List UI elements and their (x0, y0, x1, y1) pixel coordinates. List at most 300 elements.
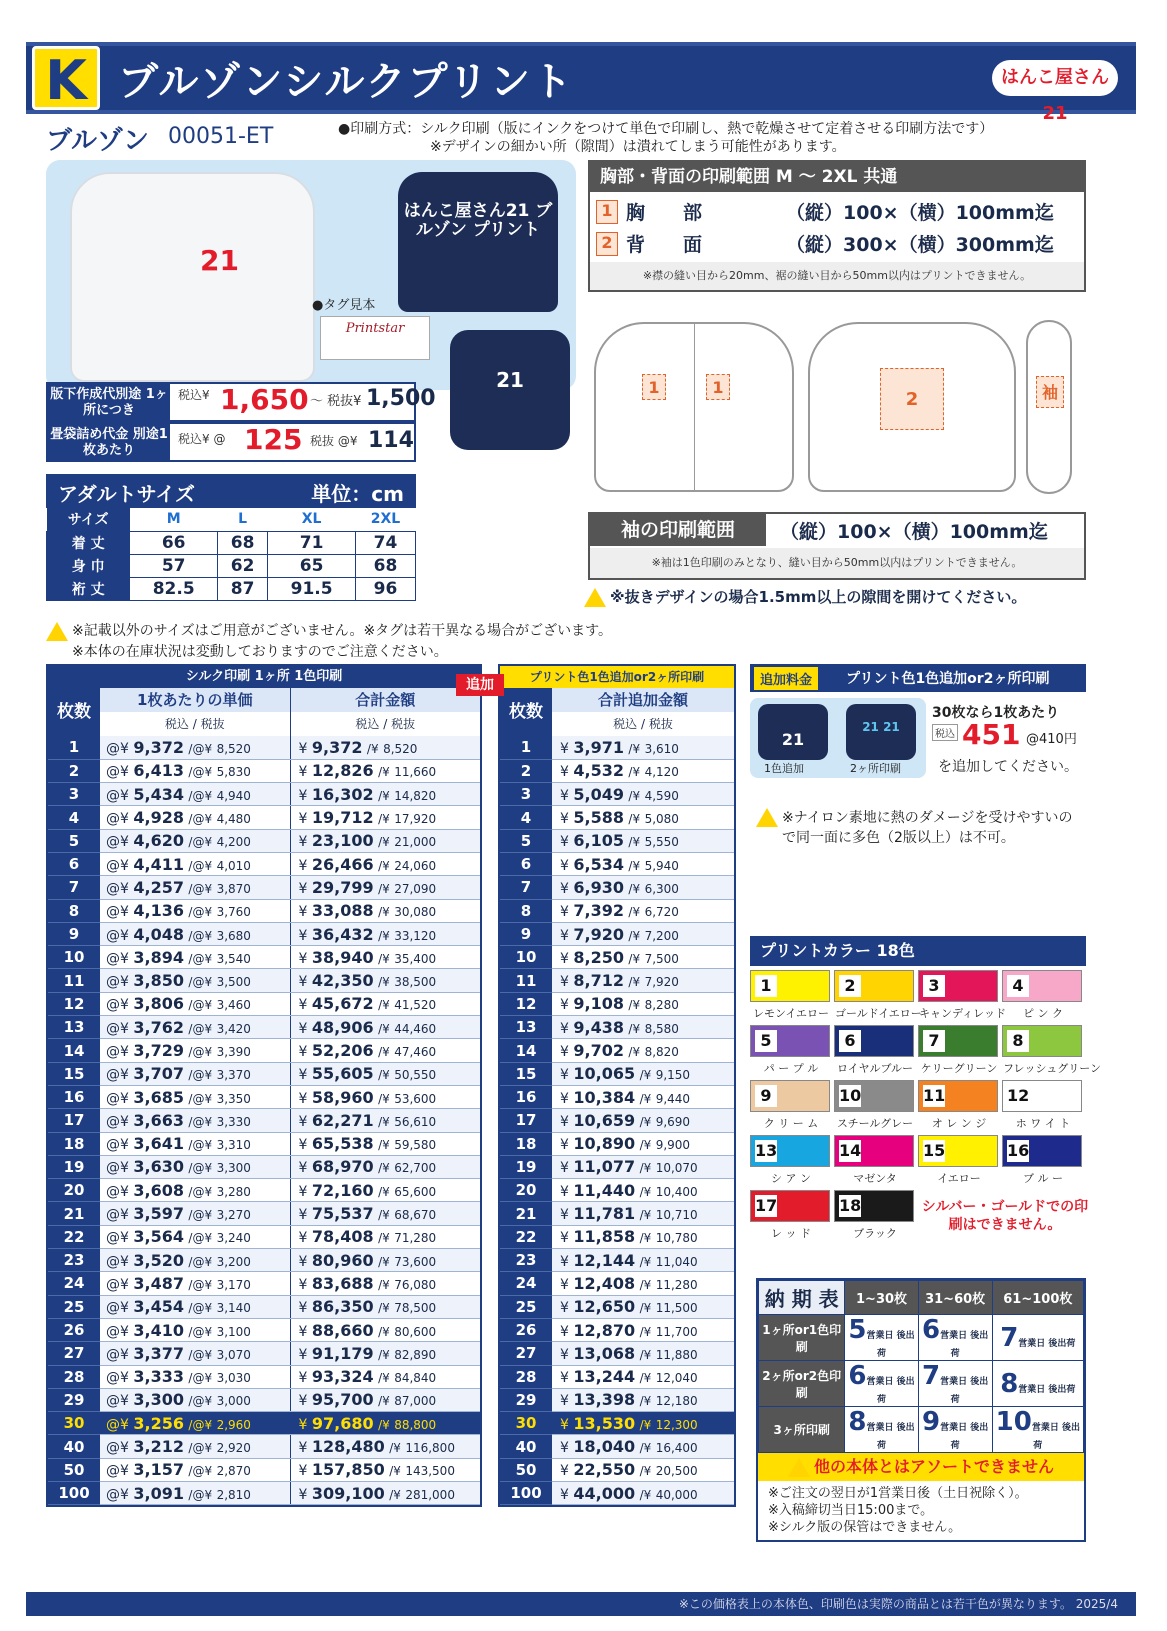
qty-cell: 17 (500, 1109, 552, 1132)
total-price-exc: 35,400 (394, 951, 437, 966)
qty-cell: 2 (48, 759, 100, 782)
table1-row (48, 1412, 480, 1435)
total-price-inc: 65,538 (311, 1134, 374, 1154)
diagram-zone-sleeve: 袖 (1036, 376, 1064, 408)
total-price-cell: ¥ 45,672 /¥ 41,520 (290, 992, 480, 1015)
table1-row (48, 1109, 480, 1132)
swatch-number: 16 (1007, 1141, 1030, 1160)
delivery-row-label: 3ヶ所印刷 (759, 1407, 845, 1453)
total-price-inc: 88,660 (311, 1320, 374, 1340)
bag-fee-inc: 125 (244, 423, 303, 456)
unit-price-exc: 4,200 (216, 835, 251, 850)
sleeve-diagram (1026, 320, 1072, 494)
extra-total-cell: ¥ 13,398 /¥ 12,180 (552, 1388, 734, 1411)
extra-total-cell: ¥ 5,588 /¥ 5,080 (552, 806, 734, 829)
unit-price-cell: @¥ 3,663 /@¥ 3,330 (100, 1109, 290, 1132)
unit-price-cell: @¥ 3,850 /@¥ 3,500 (100, 969, 290, 992)
unit-price-inc: 4,620 (133, 831, 184, 851)
extra-total-exc: 4,120 (644, 765, 679, 780)
total-price-cell: ¥ 9,372 /¥ 8,520 (290, 736, 480, 759)
extra-total-inc: 9,438 (573, 1017, 624, 1037)
extra-total-exc: 9,900 (655, 1138, 691, 1153)
extra-total-cell: ¥ 44,000 /¥ 40,000 (552, 1482, 734, 1505)
table2-row (500, 876, 734, 899)
unit-price-cell: @¥ 3,597 /@¥ 3,270 (100, 1202, 290, 1225)
unit-price-inc: 3,663 (133, 1110, 184, 1130)
extra-total-inc: 7,920 (573, 924, 624, 944)
unit-price-exc: 3,540 (216, 951, 251, 966)
unit-price-cell: @¥ 3,300 /@¥ 3,000 (100, 1388, 290, 1411)
unit-price-inc: 3,454 (133, 1297, 184, 1317)
unit-price-exc: 3,760 (216, 905, 251, 920)
extra-total-inc: 22,550 (573, 1460, 636, 1480)
qty-cell: 100 (500, 1482, 552, 1505)
extra-total-inc: 11,440 (573, 1180, 636, 1200)
table1-row (48, 736, 480, 759)
total-price-exc: 14,820 (394, 788, 437, 803)
qty-cell: 2 (500, 759, 552, 782)
swatch-number: 14 (839, 1141, 862, 1160)
color-swatch (750, 1080, 830, 1130)
unit-price-exc: 2,870 (216, 1464, 251, 1479)
unit-price-cell: @¥ 3,212 /@¥ 2,920 (100, 1435, 290, 1458)
total-price-cell: ¥ 157,850 /¥ 143,500 (290, 1458, 480, 1481)
delivery-table (758, 1280, 1084, 1453)
extra-total-exc: 3,610 (644, 741, 679, 756)
total-price-exc: 73,600 (394, 1254, 437, 1269)
size-table-header (46, 474, 416, 508)
table2-row (500, 1249, 734, 1272)
size-cell: 87 (217, 577, 267, 600)
unit-price-inc: 3,597 (133, 1204, 184, 1224)
table2-row (500, 1179, 734, 1202)
extra-total-inc: 4,532 (573, 761, 624, 781)
area-name-chest: 胸 部 (626, 202, 703, 224)
extra-line-3: を追加してください。 (938, 759, 1078, 775)
total-price-cell: ¥ 16,302 /¥ 14,820 (290, 783, 480, 806)
assort-warning (758, 1453, 1084, 1481)
unit-price-inc: 3,707 (133, 1064, 184, 1084)
bag-fee-exc: 114 (368, 428, 414, 453)
qty-cell: 1 (500, 736, 552, 759)
unit-price-cell: @¥ 4,257 /@¥ 3,870 (100, 876, 290, 899)
color-swatch (918, 1025, 998, 1075)
extra-total-inc: 13,244 (573, 1367, 636, 1387)
swatch-number: 18 (839, 1196, 862, 1215)
qty-cell: 6 (500, 852, 552, 875)
total-price-exc: 50,550 (394, 1068, 437, 1083)
total-price-inc: 42,350 (311, 971, 374, 991)
total-price-cell: ¥ 23,100 /¥ 21,000 (290, 829, 480, 852)
total-price-cell: ¥ 36,432 /¥ 33,120 (290, 922, 480, 945)
total-price-exc: 21,000 (394, 835, 437, 850)
total-price-inc: 19,712 (311, 808, 374, 828)
swatch-number: 2 (839, 975, 861, 997)
extra-total-exc: 9,150 (655, 1068, 691, 1083)
table2-row (500, 1155, 734, 1178)
note-line-1: ※記載以外のサイズはご用意がございません。※タグは若干異なる場合がございます。 (72, 623, 613, 639)
table2-tax-label: 税込 / 税抜 (613, 717, 673, 731)
total-price-inc: 91,179 (311, 1343, 374, 1363)
unit-price-cell: @¥ 3,894 /@¥ 3,540 (100, 946, 290, 969)
table2-row (500, 1272, 734, 1295)
total-price-inc: 9,372 (311, 737, 363, 757)
total-price-exc: 41,520 (394, 998, 437, 1013)
unit-price-exc: 3,390 (216, 1045, 251, 1059)
extra-total-cell: ¥ 3,971 /¥ 3,610 (552, 736, 734, 759)
swatch-name: ク リ ー ム (763, 1117, 819, 1130)
note-line-2: ※本体の在庫状況は変動しておりますのでご注意ください。 (72, 643, 448, 660)
extra-total-inc: 11,858 (573, 1227, 636, 1247)
extra-total-inc: 12,650 (573, 1297, 636, 1317)
qty-cell: 21 (500, 1202, 552, 1225)
table2-row (500, 1388, 734, 1411)
extra-total-cell: ¥ 7,392 /¥ 6,720 (552, 899, 734, 922)
unit-price-inc: 3,564 (133, 1227, 184, 1247)
table2-row (500, 1085, 734, 1108)
qty-cell: 50 (500, 1458, 552, 1481)
extra-total-cell: ¥ 10,659 /¥ 9,690 (552, 1109, 734, 1132)
swatch-name: レ ッ ド (771, 1227, 811, 1240)
total-price-exc: 80,600 (394, 1324, 437, 1339)
total-price-cell: ¥ 128,480 /¥ 116,800 (290, 1435, 480, 1458)
unit-price-inc: 4,048 (133, 924, 184, 944)
extra-total-exc: 6,720 (644, 905, 679, 920)
unit-price-exc: 2,960 (216, 1417, 251, 1432)
swatch-number: 11 (923, 1086, 946, 1105)
nylon-note-row (756, 808, 1086, 848)
extra-total-cell: ¥ 11,781 /¥ 10,710 (552, 1202, 734, 1225)
unit-price-exc: 3,140 (216, 1301, 251, 1316)
extra-price: 451 (962, 718, 1021, 751)
table2-row (500, 783, 734, 806)
color-swatch (750, 1025, 830, 1075)
total-price-cell: ¥ 33,088 /¥ 30,080 (290, 899, 480, 922)
plate-fee-label: 版下作成代別途 1ヶ所につき (48, 384, 170, 420)
table2-row (500, 1039, 734, 1062)
table1-row (48, 1272, 480, 1295)
unit-price-cell: @¥ 3,564 /@¥ 3,240 (100, 1225, 290, 1248)
extra-cap-1: 1色追加 (764, 762, 804, 775)
table2-row (500, 1412, 734, 1435)
total-price-inc: 38,940 (311, 947, 374, 967)
warning-icon (788, 1458, 810, 1477)
print-method: ●印刷方式：シルク印刷（版にインクをつけて単色で印刷し、熱で乾燥させて定着させる印刷方法です） (338, 121, 994, 137)
delivery-row-label: 1ヶ所or1色印刷 (759, 1315, 845, 1361)
table1-row (48, 899, 480, 922)
extra-line-1: 30枚なら1枚あたり (932, 705, 1060, 721)
unit-price-cell: @¥ 3,762 /@¥ 3,420 (100, 1016, 290, 1039)
unit-price-exc: 3,330 (216, 1114, 251, 1129)
total-price-exc: 11,660 (394, 765, 437, 780)
qty-cell: 40 (500, 1435, 552, 1458)
total-price-inc: 75,537 (311, 1204, 374, 1224)
qty-cell: 16 (48, 1085, 100, 1108)
qty-cell: 26 (500, 1318, 552, 1341)
brand-logo: はんこ屋さん21 (992, 60, 1118, 96)
extra-total-exc: 6,300 (644, 881, 679, 896)
total-price-inc: 93,324 (311, 1367, 374, 1387)
unit-price-cell: @¥ 3,377 /@¥ 3,070 (100, 1342, 290, 1365)
unit-price-exc: 3,310 (216, 1138, 251, 1153)
delivery-col-3: 61~100枚 (992, 1281, 1083, 1315)
table1-total-header: 合計金額 (290, 688, 481, 712)
qty-cell: 12 (500, 992, 552, 1015)
total-price-cell: ¥ 83,688 /¥ 76,080 (290, 1272, 480, 1295)
delivery-unit: 営業日 後出荷 (940, 1331, 989, 1359)
unit-price-cell: @¥ 9,372 /@¥ 8,520 (100, 736, 290, 759)
unit-price-exc: 3,460 (216, 998, 251, 1013)
extra-total-inc: 6,930 (573, 877, 624, 897)
qty-cell: 23 (48, 1249, 100, 1272)
table2-row (500, 1062, 734, 1085)
qty-cell: 30 (500, 1412, 552, 1435)
unit-price-cell: @¥ 4,048 /@¥ 3,680 (100, 922, 290, 945)
area-size-back: （縦）300×（横）300mm迄 (786, 234, 1054, 256)
extra-total-exc: 11,880 (655, 1347, 698, 1362)
extra-total-cell: ¥ 6,534 /¥ 5,940 (552, 852, 734, 875)
table1-row (48, 922, 480, 945)
table2-row (500, 1365, 734, 1388)
unit-price-cell: @¥ 3,454 /@¥ 3,140 (100, 1295, 290, 1318)
total-price-inc: 309,100 (311, 1483, 385, 1503)
color-swatch (1002, 1080, 1082, 1130)
bag-fee-label: 畳袋詰め代金 別途1枚あたり (48, 424, 170, 460)
unit-price-exc: 3,000 (216, 1394, 251, 1409)
swatch-number: 1 (755, 975, 777, 997)
extra-exc: @410円 (1026, 732, 1077, 747)
plate-fee-box: 版下作成代別途 1ヶ所につき 税込¥ 1,650 ～ 税抜¥ 1,500 (46, 382, 416, 422)
unit-price-cell: @¥ 3,641 /@¥ 3,310 (100, 1132, 290, 1155)
extra-total-exc: 10,400 (655, 1184, 698, 1199)
extra-total-inc: 12,870 (573, 1320, 636, 1340)
table1-row (48, 1062, 480, 1085)
size-row-label: 裄 丈 (47, 577, 130, 600)
swatch-name: フレッシュグリーン (1003, 1062, 1102, 1075)
total-price-inc: 62,271 (311, 1110, 374, 1130)
assort-text: 他の本体とはアソートできません (813, 1457, 1054, 1476)
qty-cell: 11 (500, 969, 552, 992)
color-swatch (1002, 1025, 1102, 1075)
total-price-cell: ¥ 19,712 /¥ 17,920 (290, 806, 480, 829)
swatch-name: マゼンタ (853, 1172, 897, 1185)
tag-sample: Printstar (320, 316, 430, 360)
plate-fee-inc: 1,650 (220, 383, 309, 416)
total-price-cell: ¥ 12,826 /¥ 11,660 (290, 759, 480, 782)
swatch-number: 13 (755, 1141, 778, 1160)
cutout-note: ※抜きデザインの場合1.5mm以上の隙間を開けてください。 (610, 588, 1027, 606)
extra-total-exc: 11,500 (655, 1301, 698, 1316)
table2-row (500, 1202, 734, 1225)
total-price-exc: 62,700 (394, 1161, 437, 1176)
extra-total-inc: 10,659 (573, 1110, 636, 1130)
delivery-unit: 営業日 後出荷 (1018, 1384, 1076, 1395)
extra-total-exc: 12,180 (655, 1394, 698, 1409)
table1-row (48, 759, 480, 782)
total-price-inc: 58,960 (311, 1087, 374, 1107)
extra-total-exc: 8,280 (644, 998, 679, 1013)
table2-row (500, 736, 734, 759)
total-price-exc: 76,080 (394, 1277, 437, 1292)
qty-cell: 24 (48, 1272, 100, 1295)
table1-row (48, 1482, 480, 1505)
swatch-name: シ ア ン (771, 1172, 811, 1185)
color-warning: シルバー・ゴールドでの印刷はできません。 (921, 1199, 1089, 1233)
size-row (47, 531, 416, 554)
total-price-exc: 38,500 (394, 975, 437, 990)
extra-total-exc: 5,940 (644, 858, 679, 873)
unit-price-inc: 4,136 (133, 901, 184, 921)
extra-total-cell: ¥ 10,890 /¥ 9,900 (552, 1132, 734, 1155)
sleeve-size: （縦）100×（横）100mm迄 (780, 521, 1048, 543)
unit-price-inc: 3,333 (133, 1367, 184, 1387)
total-price-exc: 59,580 (394, 1138, 437, 1153)
qty-cell: 15 (500, 1062, 552, 1085)
size-cell: 96 (355, 577, 415, 600)
extra-total-cell: ¥ 9,108 /¥ 8,280 (552, 992, 734, 1015)
extra-total-inc: 13,068 (573, 1343, 636, 1363)
print-method-note: ※デザインの細かい所（隙間）は潰れてしまう可能性があります。 (430, 139, 846, 155)
table2-row (500, 1295, 734, 1318)
delivery-notes (758, 1481, 1084, 1540)
color-swatch (834, 1080, 914, 1130)
qty-cell: 27 (500, 1342, 552, 1365)
table1-row (48, 1249, 480, 1272)
delivery-note: ※シルク版の保管はできません。 (768, 1520, 962, 1535)
unit-price-cell: @¥ 4,928 /@¥ 4,480 (100, 806, 290, 829)
unit-price-exc: 3,280 (216, 1184, 251, 1199)
table1-row (48, 829, 480, 852)
swatch-name: スチールグレー (836, 1117, 914, 1130)
extra-total-inc: 5,588 (573, 808, 624, 828)
total-price-cell: ¥ 80,960 /¥ 73,600 (290, 1249, 480, 1272)
table1-row (48, 946, 480, 969)
unit-price-cell: @¥ 3,806 /@¥ 3,460 (100, 992, 290, 1015)
extra-total-inc: 10,890 (573, 1134, 636, 1154)
extra-inc-label: 税込 (932, 724, 958, 741)
area-name-back: 背 面 (626, 234, 703, 256)
table1-row (48, 1202, 480, 1225)
extra-total-exc: 10,070 (655, 1161, 698, 1176)
table2-total-header: 合計追加金額 (552, 688, 734, 712)
extra-total-cell: ¥ 5,049 /¥ 4,590 (552, 783, 734, 806)
size-col-2xl: 2XL (355, 508, 415, 531)
size-cell: 82.5 (130, 577, 218, 600)
extra-fee-image: 21 21 21 1色追加 2ヶ所印刷 (750, 698, 926, 778)
table1-row (48, 1435, 480, 1458)
unit-price-cell: @¥ 5,434 /@¥ 4,940 (100, 783, 290, 806)
warning-icon (46, 622, 68, 641)
unit-price-inc: 4,928 (133, 808, 184, 828)
qty-cell: 29 (500, 1388, 552, 1411)
total-price-cell: ¥ 58,960 /¥ 53,600 (290, 1085, 480, 1108)
total-price-cell: ¥ 52,206 /¥ 47,460 (290, 1039, 480, 1062)
unit-price-inc: 4,257 (133, 877, 184, 897)
total-price-inc: 78,408 (311, 1227, 374, 1247)
total-price-inc: 72,160 (311, 1180, 374, 1200)
delivery-days: 10 (995, 1407, 1032, 1437)
table1-row (48, 969, 480, 992)
color-swatch (750, 1135, 830, 1185)
swatch-name: ホ ワ イ ト (1015, 1117, 1071, 1130)
extra-total-inc: 44,000 (573, 1483, 636, 1503)
extra-total-inc: 11,077 (573, 1157, 636, 1177)
size-cell: 68 (355, 554, 415, 577)
table1-title: シルク印刷 1ヶ所 1色印刷 (48, 666, 480, 688)
total-price-cell: ¥ 97,680 /¥ 88,800 (290, 1412, 480, 1435)
swatch-name: ピ ン ク (1023, 1007, 1063, 1020)
unit-price-inc: 3,630 (133, 1157, 184, 1177)
unit-price-inc: 3,685 (133, 1087, 184, 1107)
total-price-exc: 84,840 (394, 1371, 437, 1386)
unit-price-cell: @¥ 6,413 /@¥ 5,830 (100, 759, 290, 782)
warning-icon (584, 588, 606, 607)
general-notes (46, 620, 612, 661)
extra-total-exc: 5,080 (644, 812, 679, 827)
model-image: 21 (450, 330, 570, 450)
delivery-col-2: 31~60枚 (918, 1281, 992, 1315)
delivery-note: ※ご注文の翌日が1営業日後（土日祝除く）。 (768, 1486, 1028, 1501)
table2-row (500, 806, 734, 829)
unit-price-inc: 3,377 (133, 1343, 184, 1363)
navy-jacket-image: はんこ屋さん21 ブルゾン プリント (398, 172, 558, 312)
delivery-unit: 営業日 後出荷 (940, 1423, 989, 1451)
total-price-exc: 53,600 (394, 1091, 437, 1106)
table1-row (48, 852, 480, 875)
unit-price-inc: 9,372 (133, 737, 184, 757)
total-price-exc: 47,460 (394, 1045, 437, 1059)
qty-cell: 100 (48, 1482, 100, 1505)
extra-total-inc: 12,144 (573, 1250, 636, 1270)
swatch-number: 6 (839, 1030, 861, 1052)
qty-cell: 3 (48, 783, 100, 806)
area-no-2: 2 (596, 232, 618, 256)
delivery-days: 7 (1000, 1322, 1019, 1353)
delivery-days: 7 (922, 1361, 941, 1391)
swatch-name: オ レ ン ジ (931, 1117, 987, 1130)
page-title: ブルゾンシルクプリント (118, 59, 574, 105)
total-price-inc: 97,680 (311, 1413, 374, 1433)
total-price-exc: 33,120 (394, 928, 437, 943)
total-price-exc: 82,890 (394, 1347, 437, 1362)
colors-title: プリントカラー 18色 (750, 936, 1086, 966)
table2-row (500, 946, 734, 969)
unit-price-inc: 3,212 (133, 1437, 184, 1457)
extra-total-exc: 8,580 (644, 1021, 679, 1036)
footer: ※この価格表上の本体色、印刷色は実際の商品とは若干色が異なります。 2025/4 (26, 1592, 1136, 1616)
size-table (46, 508, 416, 601)
extra-total-cell: ¥ 13,068 /¥ 11,880 (552, 1342, 734, 1365)
extra-cap-2: 2ヶ所印刷 (850, 762, 901, 775)
total-price-inc: 128,480 (311, 1437, 385, 1457)
size-cell: 62 (217, 554, 267, 577)
total-price-cell: ¥ 86,350 /¥ 78,500 (290, 1295, 480, 1318)
size-row-label: 着 丈 (47, 531, 130, 554)
warning-icon (756, 808, 778, 827)
extra-total-cell: ¥ 6,930 /¥ 6,300 (552, 876, 734, 899)
extra-total-exc: 7,920 (644, 975, 679, 990)
swatch-number: 10 (839, 1086, 862, 1105)
color-swatch (918, 970, 1007, 1020)
extra-total-cell: ¥ 7,920 /¥ 7,200 (552, 922, 734, 945)
delivery-days: 9 (922, 1407, 941, 1437)
bag-fee-box: 畳袋詰め代金 別途1枚あたり 税込¥ @ 125 税抜 @¥ 114 (46, 422, 416, 462)
total-price-exc: 56,610 (394, 1114, 437, 1129)
extra-total-exc: 16,400 (655, 1441, 698, 1456)
table1-row (48, 1365, 480, 1388)
swatch-number: 17 (755, 1196, 778, 1215)
extra-total-inc: 10,384 (573, 1087, 636, 1107)
